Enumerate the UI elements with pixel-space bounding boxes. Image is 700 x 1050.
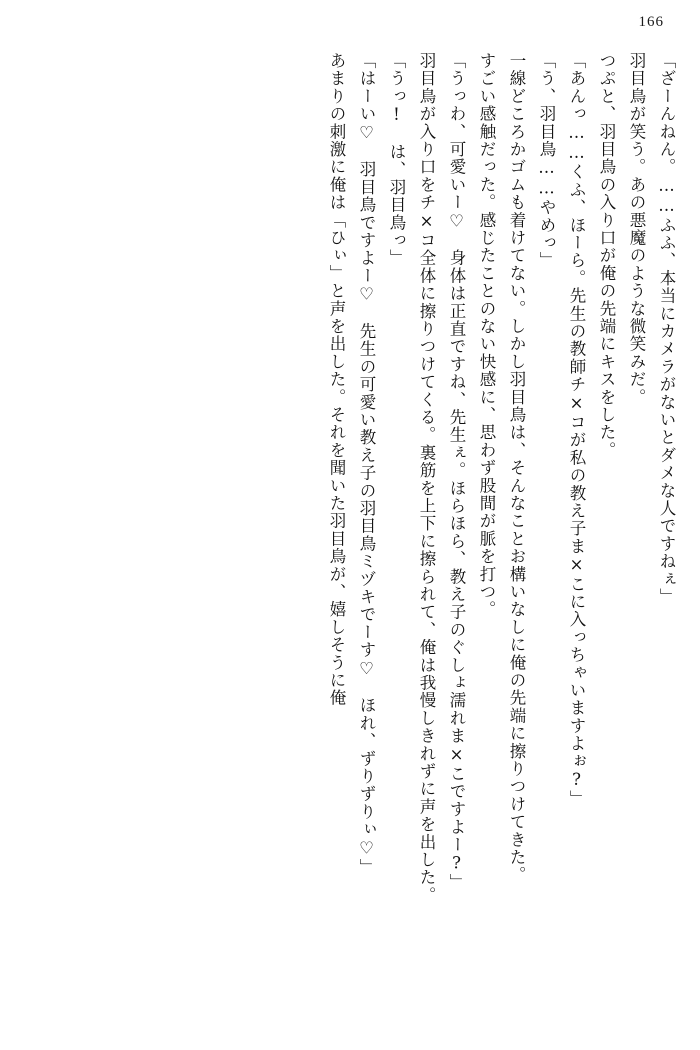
text-line: あまりの刺激に俺は「ひぃ」と声を出した。それを聞いた羽目鳥が、嬉しそうに俺 <box>327 52 346 707</box>
text-line: すごい感触だった。感じたことのない快感に、思わず股間が脈を打つ。 <box>477 52 496 619</box>
text-line: 「ざーんねん。……ふふ、本当にカメラがないとダメな人ですねぇ」 <box>657 52 676 606</box>
text-line: 「う、羽目鳥……やめっ」 <box>537 52 556 270</box>
text-line: 「うっわ、可愛いー♡ 身体は正直ですね、先生ぇ。ほらほら、教え子のぐしょ濡れま×こですよー?」 <box>447 52 466 892</box>
vertical-text-body <box>20 52 674 1026</box>
text-line: 一線どころかゴムも着けてない。しかし羽目鳥は、そんなことお構いなしに俺の先端に擦りつけてきた。 <box>507 52 526 884</box>
text-line: 羽目鳥が笑う。あの悪魔のような微笑みだ。 <box>627 52 646 406</box>
text-line: 羽目鳥が入り口をチ×コ全体に擦りつけてくる。裏筋を上下に擦られて、俺は我慢しきれずに声を出した。 <box>417 52 436 905</box>
text-line: 「はーい♡ 羽目鳥ですよー♡ 先生の可愛い教え子の羽目鳥ミヅキでーす♡ ほれ、ずりずりぃ♡」 <box>357 52 376 877</box>
text-line: つぷと、羽目鳥の入り口が俺の先端にキスをした。 <box>597 52 616 460</box>
text-line: 「あんっ……くふ、ほーら。先生の教師チ×コが私の教え子ま×こに入っちゃいますよぉ?」 <box>567 52 586 808</box>
page-number: 166 <box>638 14 664 30</box>
text-line: 「うっ! は、羽目鳥っ」 <box>387 52 406 267</box>
